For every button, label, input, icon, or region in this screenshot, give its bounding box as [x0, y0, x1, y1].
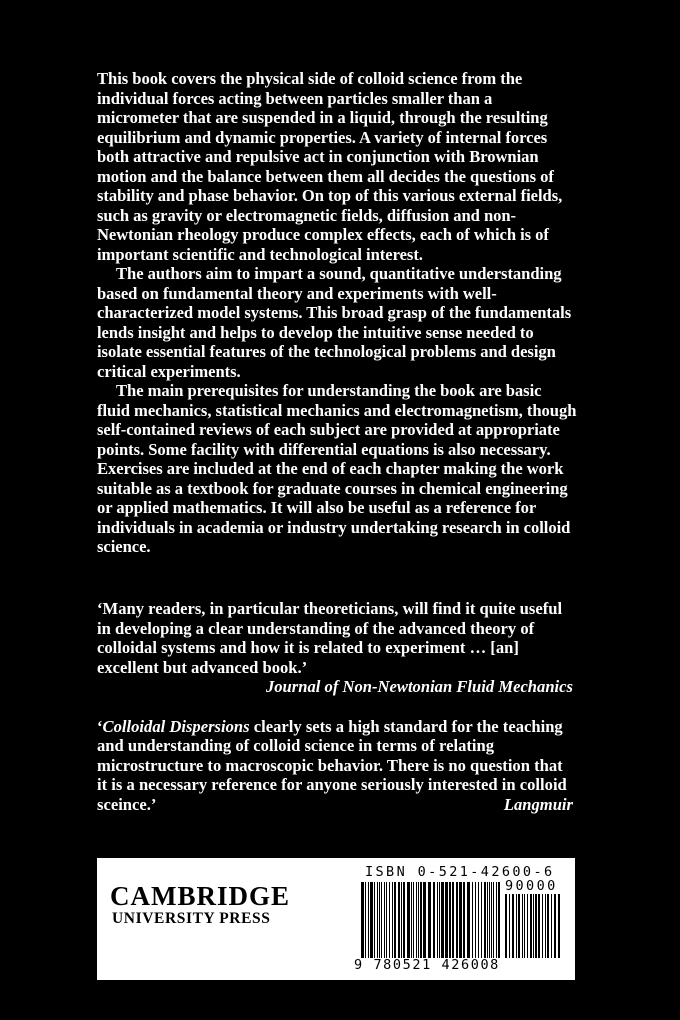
barcode-addon-bar — [545, 894, 546, 958]
ean-digits: 9 780521 426008 — [354, 957, 500, 973]
review-quote-open: ‘ — [97, 716, 103, 736]
barcode-bar — [401, 882, 402, 958]
barcode-addon-bar — [551, 894, 552, 958]
barcode-bar — [428, 882, 431, 958]
barcode-bar — [452, 882, 454, 958]
review-2 — [97, 717, 573, 815]
barcode-addon-bar — [554, 894, 556, 958]
barcode-bar — [386, 882, 387, 958]
barcode-bar — [496, 882, 497, 958]
barcode-bar — [463, 882, 465, 958]
barcode-bar — [449, 882, 451, 958]
barcode-bar — [478, 882, 479, 958]
barcode-bar — [361, 882, 364, 958]
review-1 — [97, 599, 573, 697]
barcode-addon-bar — [535, 894, 537, 958]
barcode-addon-bar — [538, 894, 540, 958]
isbn-label: ISBN 0-521-42600-6 — [365, 864, 555, 880]
barcode-bar — [472, 882, 473, 958]
barcode-bar — [420, 882, 422, 958]
barcode-bar — [407, 882, 410, 958]
review-book-title: Colloidal Dispersions — [102, 716, 250, 736]
publisher-name-line2: UNIVERSITY PRESS — [112, 910, 271, 927]
blurb — [97, 69, 577, 557]
barcode-bar — [377, 882, 378, 958]
barcode-addon-bar — [524, 894, 525, 958]
publisher-logo — [110, 882, 290, 928]
barcode-addon-bar — [509, 894, 510, 958]
barcode-bar — [437, 882, 438, 958]
blurb-paragraph-1: This book covers the physical side of colloid science from the individual forces acting between particles smaller than a micrometer that are suspended in a liquid, through the resulting equilibrium and dynamic properties. A variety of internal forces both attractive and repulsive act in conjunction with Brownian motion and the balance between them all decides the questions of stability and phase behavior. On top of this various external fields, such as gravity or electromagnetic fields, diffusion and non-Newtonian rheology produce complex effects, each of which is of important scientific and technological interest. — [97, 69, 563, 264]
publisher-barcode-panel — [97, 858, 575, 980]
barcode-addon-bars — [505, 894, 560, 958]
barcode-bar — [493, 882, 494, 958]
barcode-bar — [413, 882, 414, 958]
barcode-bar — [416, 882, 417, 958]
barcode-bar — [439, 882, 440, 958]
barcode-addon-bar — [518, 894, 520, 958]
barcode-addon-bar — [522, 894, 523, 958]
barcode-addon-bar — [542, 894, 543, 958]
barcode-bar — [394, 882, 396, 958]
review-quote: ‘Many readers, in particular theoreticians, will find it quite useful in developing a clear understanding of the advanced theory of colloidal systems and how it is related to experiment … [an] excellent but advanced book.’ — [97, 599, 563, 677]
barcode-addon-bar — [527, 894, 528, 958]
barcode-bar — [392, 882, 393, 958]
barcode-bar — [456, 882, 458, 958]
barcode-bar — [498, 882, 500, 958]
barcode-bar — [467, 882, 470, 958]
barcode-bar — [475, 882, 476, 958]
barcode-bar — [441, 882, 444, 958]
barcode-bar — [403, 882, 405, 958]
barcode-bar — [411, 882, 412, 958]
barcode-bar — [368, 882, 369, 958]
barcode-bar — [481, 882, 482, 958]
reviews — [97, 599, 573, 834]
barcode-bar — [487, 882, 488, 958]
barcode-bar — [418, 882, 419, 958]
barcode-addon-bar — [547, 894, 549, 958]
barcode-bar — [384, 882, 385, 958]
barcode-bar — [484, 882, 486, 958]
barcode-bar — [445, 882, 448, 958]
barcode-bar — [489, 882, 490, 958]
review-source: Journal of Non-Newtonian Fluid Mechanics — [265, 677, 573, 696]
barcode-bar — [491, 882, 492, 958]
barcode-addon-bar — [512, 894, 514, 958]
barcode-bar — [398, 882, 400, 958]
barcode-bar — [379, 882, 380, 958]
barcode-bar — [374, 882, 375, 958]
addon-digits: 90000 — [505, 878, 558, 894]
review-source: Langmuir — [503, 794, 573, 814]
barcode-addon-bar — [533, 894, 534, 958]
blurb-paragraph-2: The authors aim to impart a sound, quantitative understanding based on fundamental theory and experiments with well-characterized model systems. This broad grasp of the fundamentals lends insight and helps to develop the intuitive sense needed to isolate essential features of the technological problems and design critical experiments. — [97, 264, 572, 381]
barcode-bar — [389, 882, 390, 958]
publisher-name-line1: CAMBRIDGE — [110, 881, 291, 911]
barcode-bar — [433, 882, 435, 958]
barcode-addon-bar — [530, 894, 532, 958]
blurb-paragraph-3: The main prerequisites for understanding the book are basic fluid mechanics, statistical mechanics and electromagnetism, though self-contained reviews of each subject are provided at appropriate points. Some facility with differential equations is also necessary. Exercises are included at the end of each chapter making the work suitable as a textbook for graduate courses in chemical engineering or applied mathematics. It will also be useful as a reference for individuals in academia or industry undertaking research in colloid science. — [97, 381, 577, 556]
barcode-bar — [423, 882, 426, 958]
barcode-addon-bar — [505, 894, 507, 958]
barcode-bar — [365, 882, 366, 958]
barcode-bar — [370, 882, 373, 958]
barcode-main-bars — [361, 882, 501, 958]
barcode-bar — [381, 882, 382, 958]
barcode-addon-bar — [516, 894, 517, 958]
review-quote: clearly sets a high standard for the teaching and understanding of colloid science in terms of relating microstructure to macroscopic behavior. There is no question that it is a necessary reference for anyone seriously interested in colloid sceince.’ — [97, 716, 567, 814]
barcode-bar — [459, 882, 462, 958]
barcode-addon-bar — [558, 894, 560, 958]
